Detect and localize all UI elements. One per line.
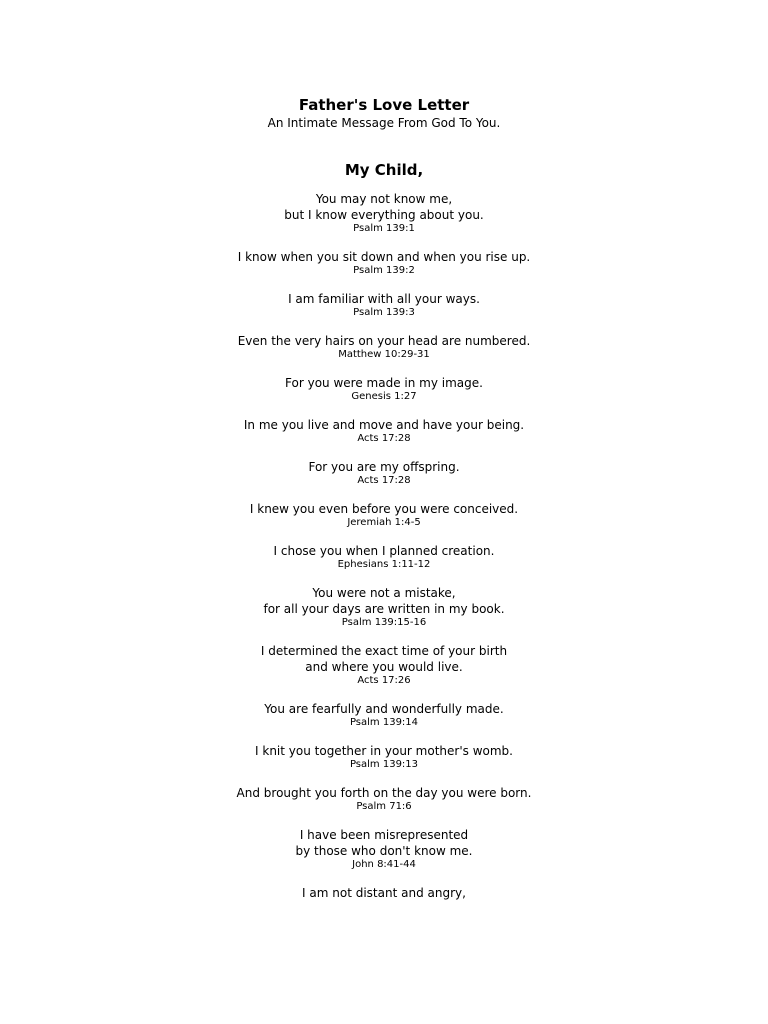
verse-block — [0, 291, 768, 319]
verse-reference: Psalm 139:15-16 — [341, 617, 427, 628]
verse-line: I knit you together in your mother's womb. — [255, 744, 513, 758]
verse-line: by those who don't know me. — [295, 844, 473, 858]
verse-block — [0, 885, 768, 901]
verse-line: I know when you sit down and when you rise up. — [237, 250, 531, 264]
verse-reference: John 8:41-44 — [352, 859, 416, 870]
verse-block — [0, 701, 768, 729]
verse-block — [0, 501, 768, 529]
verse-line: but I know everything about you. — [284, 208, 484, 222]
verse-block — [0, 375, 768, 403]
verse-line: You may not know me, — [315, 192, 453, 206]
verse-block — [0, 333, 768, 361]
verse-reference: Acts 17:26 — [357, 675, 411, 686]
verse-reference: Psalm 139:13 — [349, 759, 419, 770]
letter-subtitle: An Intimate Message From God To You. — [267, 116, 501, 130]
verse-line: You were not a mistake, — [312, 586, 456, 600]
verse-reference: Jeremiah 1:4-5 — [347, 517, 421, 528]
verse-line: Even the very hairs on your head are numbered. — [237, 334, 531, 348]
verse-reference: Genesis 1:27 — [351, 391, 417, 402]
verse-line: For you are my offspring. — [308, 460, 460, 474]
verse-reference: Psalm 139:2 — [353, 265, 415, 276]
verse-reference: Matthew 10:29-31 — [338, 349, 430, 360]
verse-block — [0, 643, 768, 687]
verse-block — [0, 827, 768, 871]
verse-reference: Ephesians 1:11-12 — [337, 559, 431, 570]
verse-block — [0, 459, 768, 487]
verse-line: For you were made in my image. — [285, 376, 483, 390]
verse-block — [0, 191, 768, 235]
verse-reference: Psalm 139:1 — [353, 223, 415, 234]
verse-block — [0, 743, 768, 771]
verse-line: and where you would live. — [305, 660, 463, 674]
verse-line: for all your days are written in my book. — [263, 602, 505, 616]
verse-list — [0, 191, 768, 915]
verse-reference: Psalm 139:14 — [349, 717, 419, 728]
verse-block — [0, 785, 768, 813]
verse-line: I knew you even before you were conceived. — [249, 502, 519, 516]
verse-line: I have been misrepresented — [299, 828, 469, 842]
verse-line: I am familiar with all your ways. — [288, 292, 480, 306]
verse-block — [0, 249, 768, 277]
verse-reference: Psalm 71:6 — [356, 801, 412, 812]
verse-line: I determined the exact time of your birth — [260, 644, 508, 658]
verse-line: And brought you forth on the day you were born. — [236, 786, 532, 800]
verse-block — [0, 585, 768, 629]
verse-block — [0, 417, 768, 445]
verse-reference: Psalm 139:3 — [353, 307, 415, 318]
verse-line: I am not distant and angry, — [302, 886, 466, 900]
letter-title: Father's Love Letter — [298, 96, 470, 114]
verse-line: You are fearfully and wonderfully made. — [264, 702, 504, 716]
verse-reference: Acts 17:28 — [357, 433, 411, 444]
verse-line: I chose you when I planned creation. — [273, 544, 495, 558]
verse-line: In me you live and move and have your being. — [243, 418, 525, 432]
letter-greeting: My Child, — [344, 161, 424, 179]
verse-block — [0, 543, 768, 571]
verse-reference: Acts 17:28 — [357, 475, 411, 486]
